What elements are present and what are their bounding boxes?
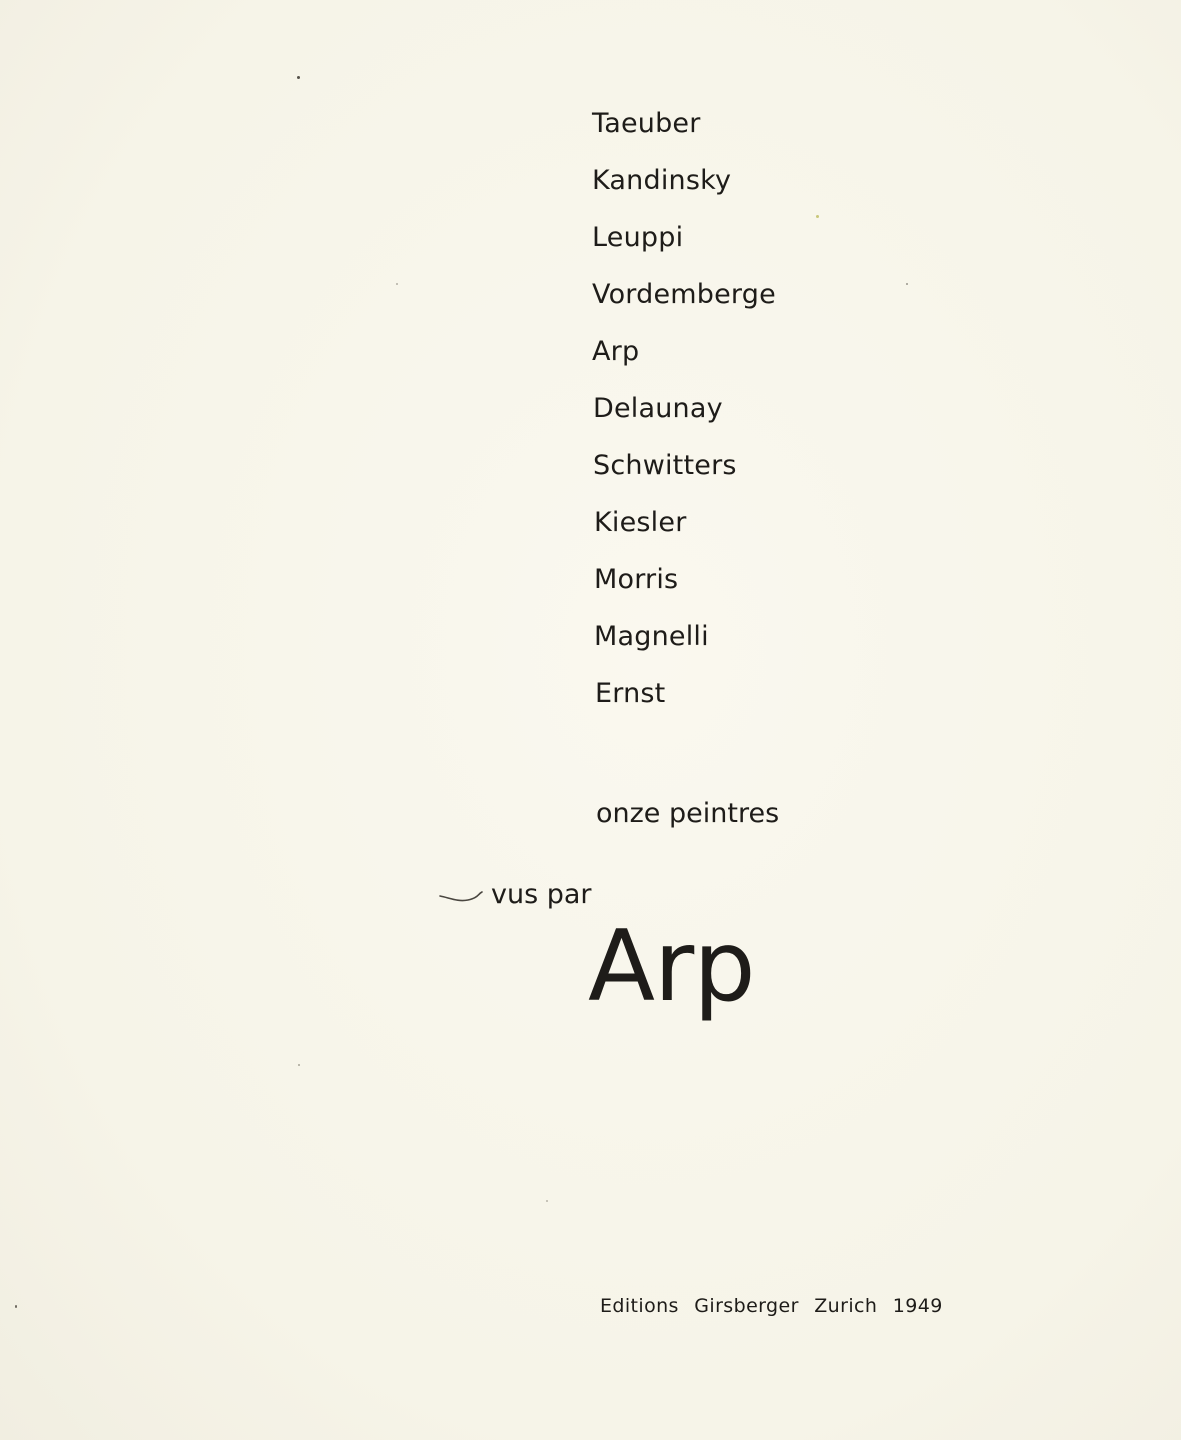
subtitle-onze-peintres: onze peintres bbox=[596, 798, 780, 829]
imprint bbox=[600, 1294, 952, 1318]
painter-name: Arp bbox=[592, 336, 640, 367]
imprint-year: 1949 bbox=[892, 1295, 943, 1317]
imprint-city: Zurich bbox=[814, 1295, 878, 1317]
title-arp: Arp bbox=[588, 910, 755, 1024]
painter-name: Ernst bbox=[595, 678, 666, 709]
paper-speck bbox=[298, 1064, 300, 1066]
paper-speck bbox=[816, 215, 819, 218]
painter-name: Kandinsky bbox=[592, 165, 732, 196]
imprint-name: Girsberger bbox=[694, 1295, 799, 1317]
painter-name: Kiesler bbox=[594, 507, 687, 538]
paper-speck bbox=[396, 283, 398, 285]
subtitle-vus-par: vus par bbox=[491, 879, 592, 910]
paper-speck bbox=[15, 1305, 17, 1308]
paper-speck bbox=[906, 283, 908, 285]
painter-name: Magnelli bbox=[594, 621, 709, 652]
painter-name: Schwitters bbox=[593, 450, 737, 481]
painter-name: Taeuber bbox=[592, 108, 701, 139]
painter-name: Leuppi bbox=[592, 222, 684, 253]
painter-name: Morris bbox=[594, 564, 679, 595]
ink-squiggle bbox=[438, 888, 484, 908]
paper-speck bbox=[546, 1200, 548, 1202]
paper-speck bbox=[297, 76, 300, 79]
imprint-publisher: Editions bbox=[600, 1295, 679, 1317]
painter-name: Delaunay bbox=[593, 393, 723, 424]
painter-name: Vordemberge bbox=[592, 279, 776, 310]
